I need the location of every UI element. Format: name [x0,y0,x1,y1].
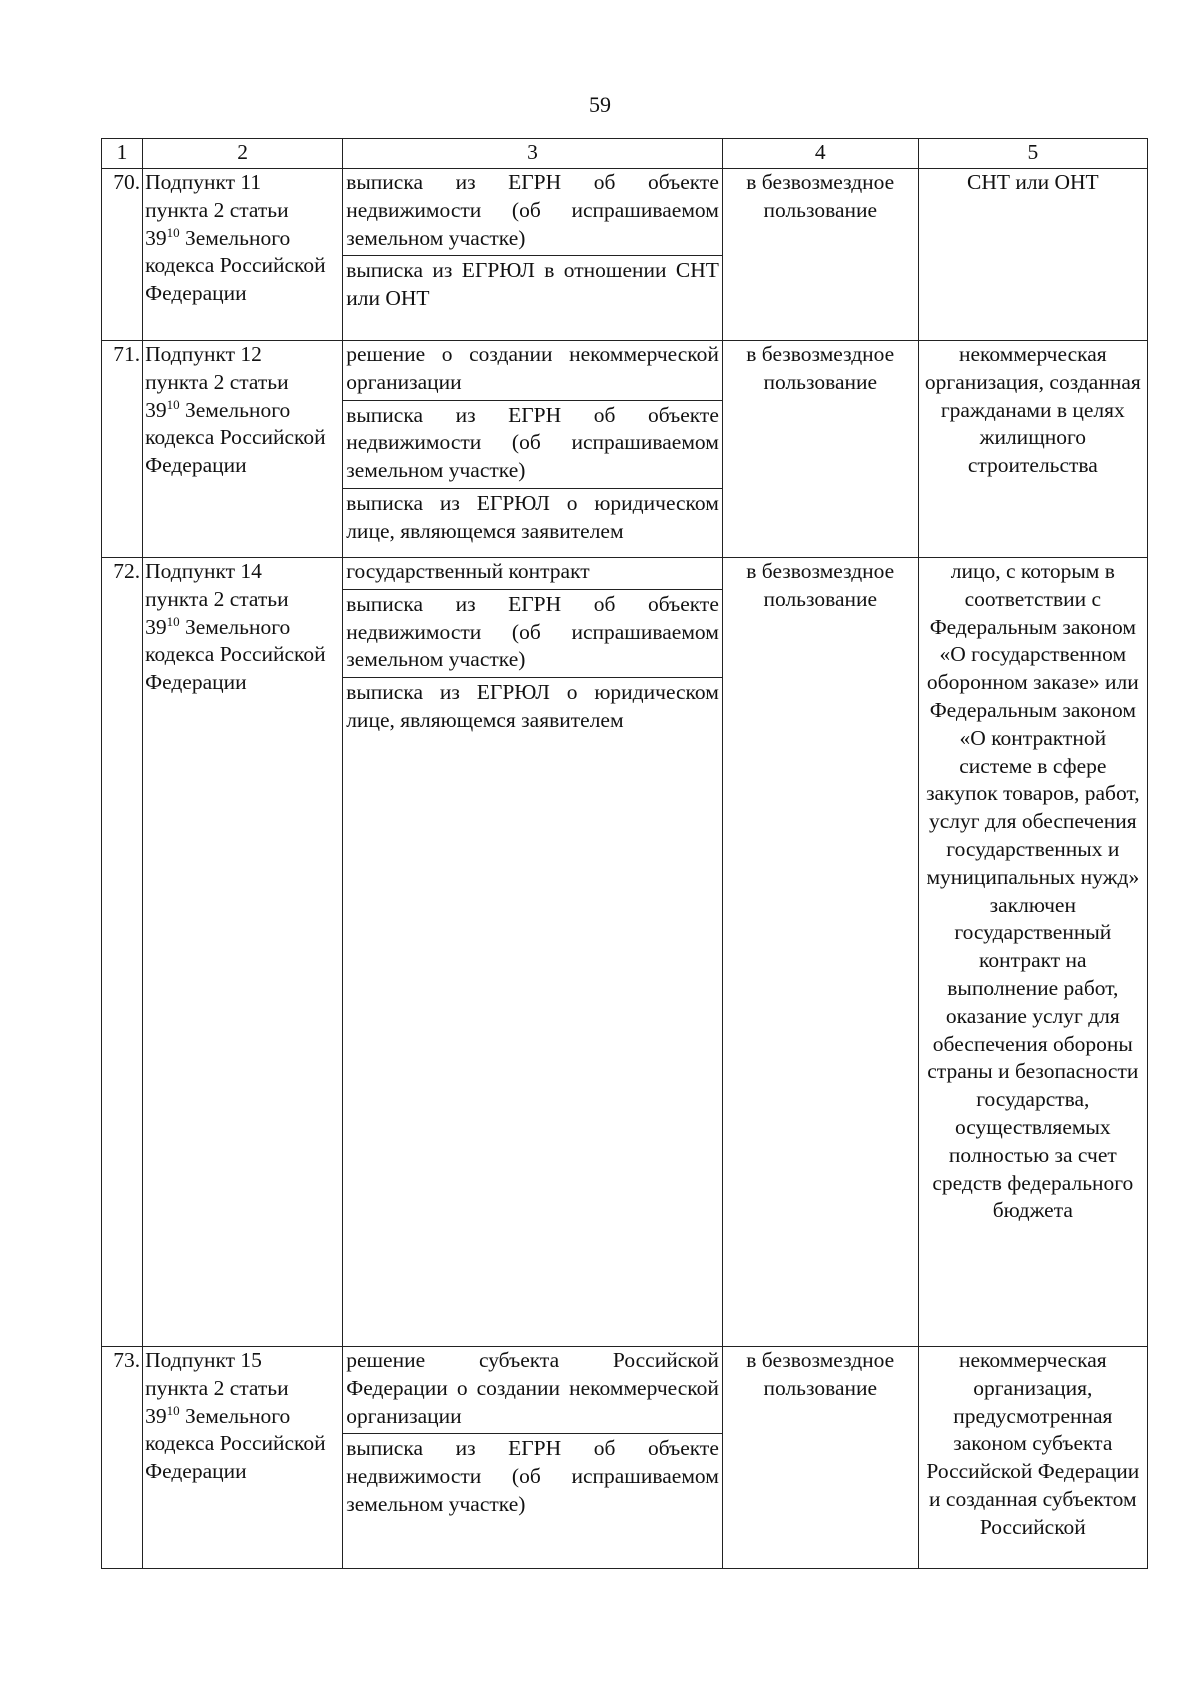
documents-table [101,138,1148,1569]
page-number: 59 [589,92,611,117]
table-header-row [102,139,1148,169]
document-item: решение о создании некоммерческой организации [346,342,719,394]
article-number: 39 [145,397,167,422]
basis-rest: Земельного кодекса Российской Федерации [145,614,326,695]
basis-line: Подпункт 11 [145,170,262,194]
article-number: 39 [145,614,167,639]
right-type-cell: в безвозмездное пользование [722,341,918,558]
right-type-cell: в безвозмездное пользование [722,169,918,341]
column-header: 5 [918,139,1147,169]
basis-article [145,397,340,480]
row-number: 70. [102,169,143,341]
documents-cell [343,169,723,341]
document-item: выписка из ЕГРЮЛ в отношении СНТ или ОНТ [343,255,722,313]
basis-line: пункта 2 статьи [145,1375,289,1400]
legal-basis-cell [143,558,343,1347]
basis-article [145,225,340,308]
documents-cell [343,558,723,1347]
basis-line: Подпункт 15 [145,1348,262,1372]
article-superscript: 10 [166,613,180,629]
document-item: решение субъекта Российской Федерации о создании некоммерческой организации [346,1348,719,1428]
row-number: 73. [102,1347,143,1569]
article-number: 39 [145,225,167,250]
documents-cell [343,341,723,558]
document-item: выписка из ЕГРН об объекте недвижимости (об испрашиваемом земельном участке) [343,589,722,674]
basis-line: пункта 2 статьи [145,369,289,394]
column-header: 4 [722,139,918,169]
basis-article [145,1403,340,1486]
right-type-cell: в безвозмездное пользование [722,558,918,1347]
applicant-cell: некоммерческая организация, созданная гражданами в целях жилищного строительства [918,341,1147,558]
applicant-cell: СНТ или ОНТ [918,169,1147,341]
row-number: 72. [102,558,143,1347]
basis-article [145,614,340,697]
article-number: 39 [145,1403,167,1428]
column-header: 2 [143,139,343,169]
table-row [102,558,1148,1347]
column-header: 3 [343,139,723,169]
row-number: 71. [102,341,143,558]
right-type-cell: в безвозмездное пользование [722,1347,918,1569]
applicant-cell: некоммерческая организация, предусмотренная законом субъекта Российской Федерации и созданная субъектом Российской [918,1347,1147,1569]
documents-cell [343,1347,723,1569]
table-row [102,1347,1148,1569]
legal-basis-cell [143,169,343,341]
basis-line: Подпункт 12 [145,342,262,366]
basis-line: пункта 2 статьи [145,197,289,222]
article-superscript: 10 [166,396,180,412]
document-item: государственный контракт [346,559,590,583]
document-item: выписка из ЕГРН об объекте недвижимости (об испрашиваемом земельном участке) [343,400,722,485]
table-row [102,341,1148,558]
basis-line: Подпункт 14 [145,559,262,583]
document-item: выписка из ЕГРЮЛ о юридическом лице, являющемся заявителем [343,488,722,546]
document-item: выписка из ЕГРЮЛ о юридическом лице, являющемся заявителем [343,677,722,735]
document-item: выписка из ЕГРН об объекте недвижимости (об испрашиваемом земельном участке) [346,170,719,250]
article-superscript: 10 [166,224,180,240]
basis-rest: Земельного кодекса Российской Федерации [145,1403,326,1484]
basis-rest: Земельного кодекса Российской Федерации [145,225,326,306]
legal-basis-cell [143,341,343,558]
column-header: 1 [102,139,143,169]
legal-basis-cell [143,1347,343,1569]
table-row [102,169,1148,341]
applicant-cell: лицо, с которым в соответствии с Федеральным законом «О государственном оборонном заказе» или Федеральным законом «О контрактной системе в сфере закупок товаров, работ, услуг для обеспечения государственных и муниципальных нужд» заключен государственный контракт на выполнение работ, оказание услуг для обеспечения обороны страны и безопасности государства, осуществляемых полностью за счет средств федерального бюджета [918,558,1147,1347]
article-superscript: 10 [166,1402,180,1418]
basis-line: пункта 2 статьи [145,586,289,611]
document-item: выписка из ЕГРН об объекте недвижимости (об испрашиваемом земельном участке) [343,1433,722,1518]
basis-rest: Земельного кодекса Российской Федерации [145,397,326,478]
